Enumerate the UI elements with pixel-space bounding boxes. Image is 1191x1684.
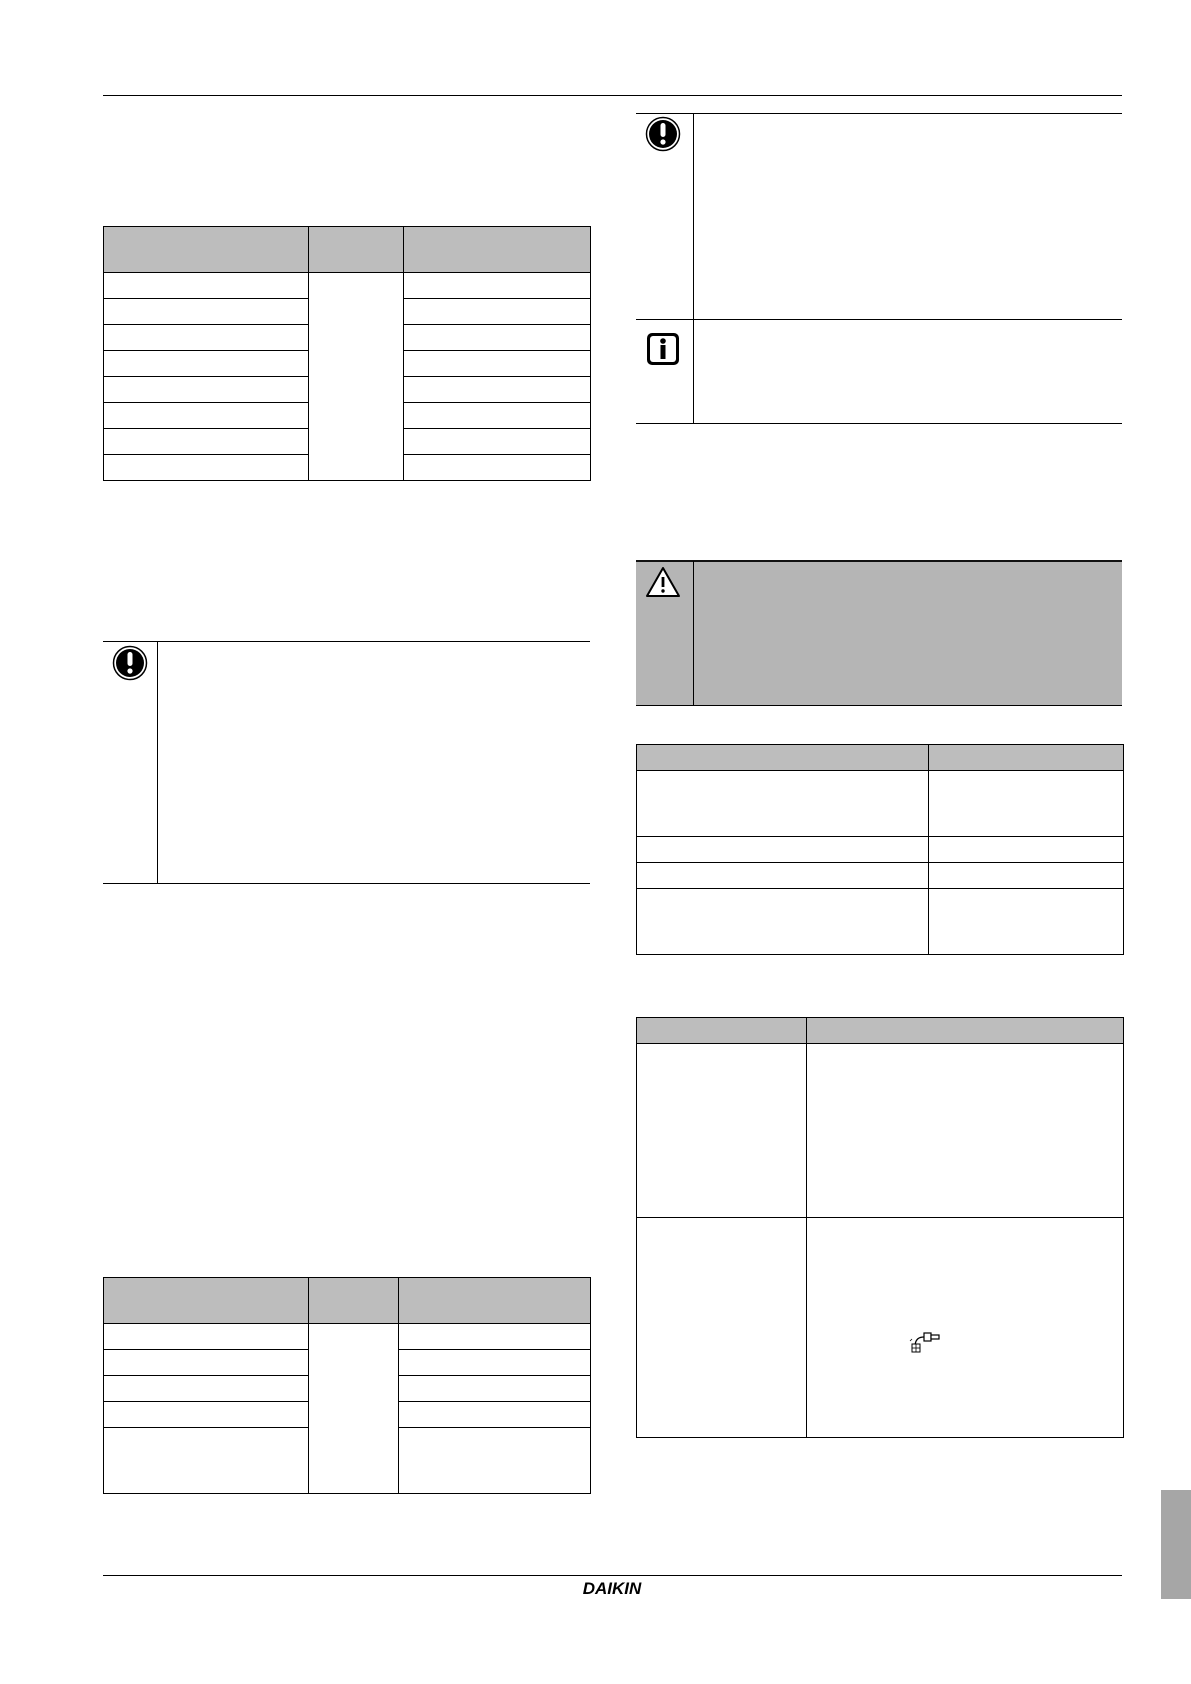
table-row: [637, 1218, 1124, 1438]
info-icon: [646, 332, 680, 366]
warning-box-divider: [693, 561, 694, 705]
table-row: [104, 1324, 591, 1350]
info-box-divider: [693, 319, 694, 423]
notice-box-divider: [693, 113, 694, 319]
table-row: [104, 273, 591, 299]
warning-box-bottom-rule: [636, 705, 1122, 706]
header-rule: [103, 95, 1122, 96]
daikin-logo: [570, 1578, 654, 1598]
info-box-top-rule: [636, 319, 1122, 320]
table-header-row: [104, 227, 591, 273]
warning-box: [636, 561, 1122, 705]
table-row: [637, 771, 1124, 837]
notice-box-bottom-rule: [103, 883, 590, 884]
spec-table-1: [103, 226, 591, 481]
table-row: [637, 1044, 1124, 1218]
exclamation-circle-icon: [112, 645, 148, 681]
table-row: [637, 837, 1124, 863]
table-row: [637, 863, 1124, 889]
piping-icon: [909, 1329, 941, 1353]
spec-table-3: [636, 744, 1124, 955]
spec-table-4: [636, 1017, 1124, 1438]
chapter-side-tab: [1161, 1490, 1191, 1599]
svg-text:DAIKIN: DAIKIN: [582, 1579, 642, 1598]
table-header-row: [637, 745, 1124, 771]
table-header-row: [637, 1018, 1124, 1044]
notice-box-top-rule: [103, 641, 590, 642]
notice-box-top-rule: [636, 113, 1122, 114]
warning-triangle-icon: [645, 566, 681, 598]
table-header-row: [104, 1278, 591, 1324]
exclamation-circle-icon: [645, 116, 681, 152]
footer-rule: [103, 1575, 1122, 1576]
table-row: [637, 889, 1124, 955]
notice-box-divider: [157, 641, 158, 883]
spec-table-2: [103, 1277, 591, 1494]
warning-box-top-rule: [636, 560, 1122, 562]
info-box-bottom-rule: [636, 423, 1122, 424]
